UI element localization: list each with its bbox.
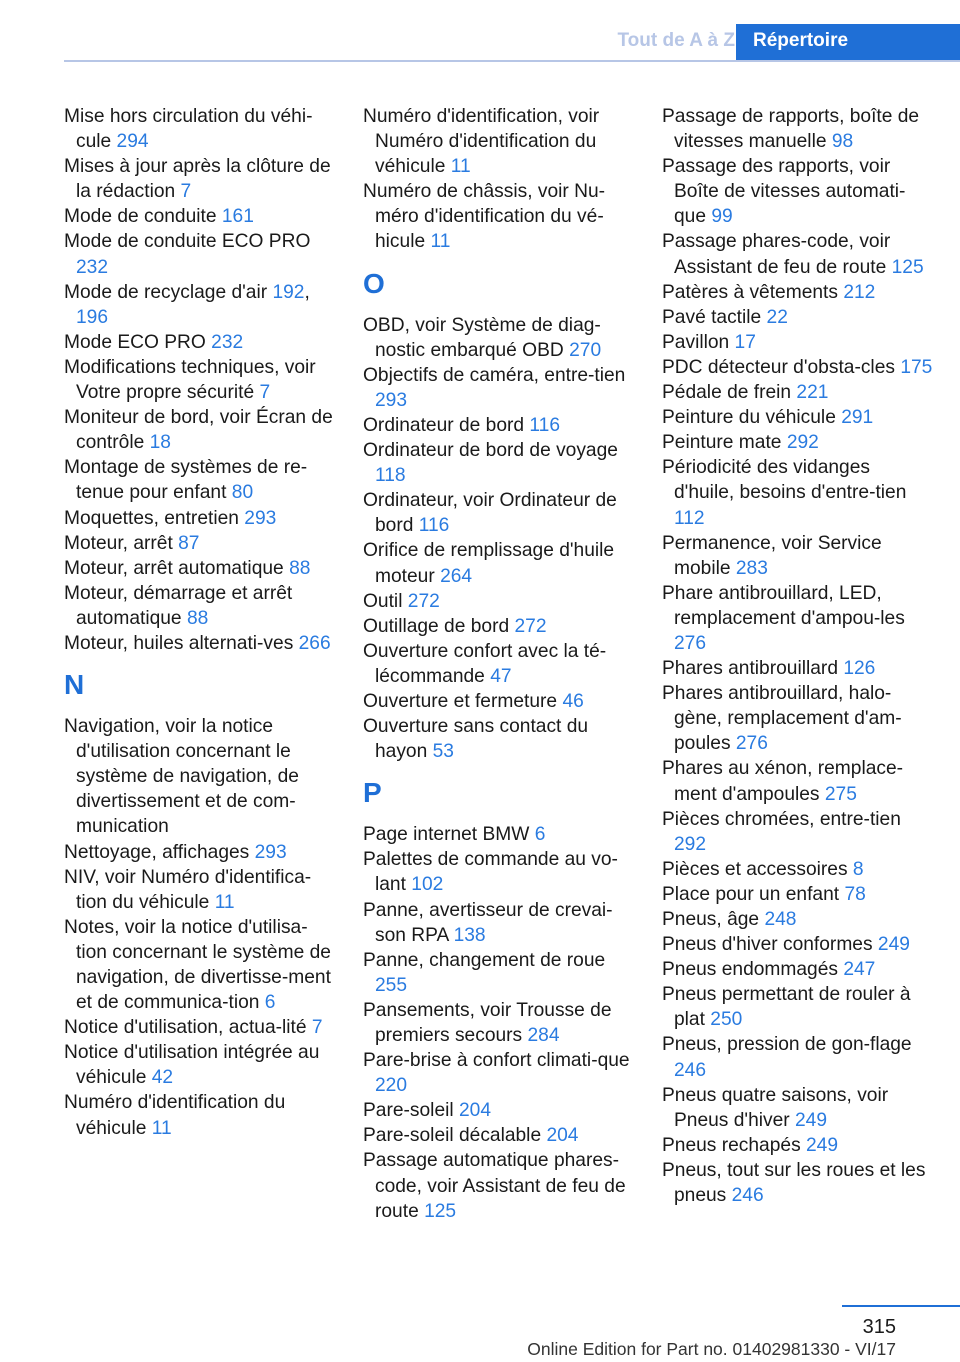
index-entry [363, 1098, 633, 1123]
page-reference-link[interactable]: 249 [806, 1134, 839, 1156]
entry-term: Place pour un enfant [662, 883, 840, 905]
index-entry [662, 305, 934, 330]
page-reference-link[interactable]: 125 [424, 1200, 457, 1222]
index-entry [662, 932, 934, 957]
index-entry [662, 280, 934, 305]
page-reference-link[interactable]: 102 [411, 874, 444, 896]
page-reference-link[interactable]: 87 [178, 532, 200, 554]
page-reference-link[interactable]: 118 [375, 465, 406, 487]
entry-term: Nettoyage, affichages [64, 841, 250, 863]
index-entry [662, 1032, 934, 1082]
index-entry [64, 104, 334, 154]
page-reference-link[interactable]: 293 [375, 389, 408, 411]
page-reference-link[interactable]: 221 [796, 382, 829, 404]
page-reference-link[interactable]: 212 [843, 281, 876, 303]
index-entry [662, 681, 934, 756]
entry-term: Ordinateur, voir Ordinateur de bord [363, 490, 617, 537]
entry-term: Page internet BMW [363, 824, 530, 846]
entry-term: Pièces chromées, entre-tien [662, 808, 901, 830]
page-reference-link[interactable]: 266 [298, 632, 331, 654]
index-entry [64, 355, 334, 405]
index-entry: Mode de recyclage d'air 192, 196 [64, 281, 310, 328]
entry-term: Mode ECO PRO [64, 331, 206, 353]
index-entry [662, 581, 934, 656]
page-reference-link[interactable]: 138 [453, 924, 486, 946]
page-reference-link[interactable]: 18 [149, 432, 171, 454]
index-entry [64, 506, 334, 531]
entry-term: Passage de rapports, boîte de vitesses manuelle [662, 106, 920, 153]
tab-index[interactable]: Répertoire [736, 24, 960, 62]
index-entry [662, 1158, 934, 1208]
index-entry [363, 714, 633, 764]
index-entry [64, 581, 334, 631]
entry-term: Phares au xénon, remplace-ment d'ampoules [662, 758, 904, 805]
entry-term: Modifications techniques, voir Votre propre sécurité [64, 356, 316, 404]
page-reference-link[interactable]: 292 [786, 432, 819, 454]
entry-term: Ordinateur de bord [363, 414, 525, 436]
entry-term: Passage phares-code, voir Assistant de feu de route [662, 231, 891, 278]
page-reference-link[interactable]: 248 [764, 909, 797, 930]
entry-term: Phare antibrouillard, LED, remplacement d'ampou-les [662, 582, 905, 629]
page-reference-link[interactable]: 112 [674, 507, 705, 529]
index-entry [363, 998, 633, 1048]
page-reference-link[interactable]: 249 [877, 934, 910, 956]
index-entry [64, 204, 334, 229]
entry-term: Moteur, arrêt [64, 532, 173, 554]
entry-term: Pare-soleil décalable [363, 1125, 542, 1147]
index-entry [64, 714, 334, 839]
entry-term: Numéro d'identification du véhicule [64, 1092, 286, 1139]
entry-term: Phares antibrouillard [662, 658, 838, 680]
entry-term: Passage des rapports, voir Boîte de vitesses automati-que [662, 156, 906, 228]
index-entry [64, 865, 334, 915]
page-reference-link[interactable]: 247 [843, 959, 876, 981]
index-entry [64, 915, 334, 1015]
entry-term: Pneus, pression de gon-flage [662, 1034, 912, 1056]
entry-term: Phares antibrouillard, halo-gène, remplacement d'am-poules [662, 683, 902, 755]
entry-term: Pneus rechapés [662, 1134, 801, 1156]
page-reference-link[interactable]: 7 [259, 382, 271, 404]
entry-term: Peinture mate [662, 432, 782, 454]
index-entry [662, 380, 934, 405]
entry-term: Mises à jour après la clôture de la rédaction [64, 156, 331, 203]
page-reference-link[interactable]: 292 [674, 833, 707, 855]
entry-term: Numéro d'identification, voir Numéro d'identification du véhicule [363, 106, 600, 178]
page-reference-link[interactable]: 99 [711, 206, 733, 228]
entry-term: Ouverture confort avec la té-lécommande [363, 640, 607, 687]
index-entry [662, 104, 934, 154]
entry-term: Pare-soleil [363, 1100, 454, 1122]
index-entry [662, 756, 934, 806]
section-letter: P [363, 777, 382, 809]
page-reference-link[interactable]: 283 [735, 557, 768, 579]
index-entry [363, 689, 633, 714]
entry-term: Pneus, tout sur les roues et les pneus [662, 1159, 926, 1207]
entry-term: Ordinateur de bord de voyage [363, 440, 618, 462]
entry-term: Pneus permettant de rouler à plat [662, 984, 911, 1031]
page-reference-link[interactable]: 250 [710, 1009, 743, 1031]
section-letter: O [363, 267, 385, 299]
index-entry [662, 1083, 934, 1133]
index-entry [662, 807, 934, 857]
index-entry [363, 363, 633, 413]
entry-term: Périodicité des vidanges d'huile, besoins d'entre-tien [662, 457, 907, 504]
page-reference-link[interactable]: 98 [831, 131, 854, 153]
index-entry [662, 455, 934, 530]
index-entry [64, 330, 334, 355]
index-entry [363, 104, 633, 179]
index-entry [64, 455, 334, 505]
index-entry [662, 229, 934, 279]
index-entry [662, 355, 934, 380]
page-reference-link[interactable]: 11 [430, 231, 451, 253]
index-entry [64, 631, 334, 656]
entry-term: OBD, voir Système de diag-nostic embarqué OBD [363, 314, 601, 361]
entry-term: Peinture du véhicule [662, 407, 836, 429]
index-entry [363, 822, 633, 847]
page-reference-link[interactable]: 126 [843, 658, 876, 680]
entry-term: Mode de conduite ECO PRO [64, 231, 311, 253]
index-entry [662, 1133, 934, 1158]
index-entry [662, 882, 934, 907]
tab-alphabetical[interactable]: Tout de A à Z [617, 30, 735, 51]
index-entry [363, 614, 633, 639]
footer-rule [842, 1305, 960, 1307]
entry-term: Moteur, arrêt automatique [64, 557, 284, 579]
entry-term: Pneus, âge [662, 909, 760, 930]
index-entry [363, 179, 633, 254]
index-entry [363, 1048, 633, 1098]
page-reference-link[interactable]: 293 [254, 841, 287, 863]
entry-term: Pièces et accessoires [662, 858, 848, 880]
index-entry [363, 948, 633, 998]
entry-term: Panne, changement de roue [363, 949, 606, 971]
page-reference-link[interactable]: 284 [527, 1025, 560, 1046]
index-entry [363, 438, 633, 488]
page-reference-link[interactable]: 246 [731, 1185, 764, 1207]
page-reference-link[interactable]: 46 [562, 690, 584, 712]
page-reference-link[interactable]: 272 [514, 615, 547, 637]
page-reference-link[interactable]: 232 [76, 256, 109, 278]
entry-term: Moniteur de bord, voir Écran de contrôle [64, 407, 333, 454]
entry-term: Permanence, voir Service mobile [662, 532, 882, 579]
entry-term: Pneus endommagés [662, 959, 838, 981]
index-column-2 [363, 104, 633, 1224]
page-reference-link[interactable]: 125 [891, 256, 924, 278]
index-entry [662, 154, 934, 229]
page-reference-link[interactable]: 232 [211, 331, 244, 353]
entry-term: Pneus d'hiver conformes [662, 934, 873, 956]
page-reference-link[interactable]: 88 [186, 607, 209, 629]
page-reference-link[interactable]: 42 [151, 1067, 174, 1089]
entry-term: Mode de recyclage d'air [64, 281, 268, 303]
index-entry [64, 1015, 334, 1040]
entry-term: Notice d'utilisation, actua-lité [64, 1017, 307, 1039]
page-reference-link[interactable]: 276 [735, 733, 768, 755]
index-entry [64, 154, 334, 204]
page-reference-link[interactable]: 192 [272, 281, 305, 303]
page-reference-link[interactable]: 47 [490, 665, 512, 687]
entry-term: Mise hors circulation du véhi-cule [64, 106, 313, 153]
index-entry [363, 1123, 633, 1148]
index-entry [662, 857, 934, 882]
entry-term: Passage automatique phares-code, voir Assistant de feu de route [363, 1150, 626, 1222]
index-entry [363, 413, 633, 438]
index-entry [64, 840, 334, 865]
page-number: 315 [862, 1316, 896, 1338]
page-reference-link[interactable]: 246 [674, 1059, 707, 1081]
page-reference-link[interactable]: 22 [766, 306, 788, 328]
index-entry [662, 907, 934, 932]
index-entry [662, 982, 934, 1032]
entry-term: Pédale de frein [662, 382, 792, 404]
index-column-1 [64, 104, 334, 1141]
page-reference-link[interactable]: 53 [432, 741, 454, 763]
index-entry [64, 229, 334, 279]
index-entry [363, 1148, 633, 1223]
entry-term: Moquettes, entretien [64, 507, 239, 529]
page-reference-link[interactable]: 6 [534, 824, 546, 846]
page-reference-link[interactable]: 276 [674, 632, 707, 654]
index-entry [363, 639, 633, 689]
entry-term: Pavé tactile [662, 306, 762, 328]
page-reference-link[interactable]: 11 [214, 891, 235, 913]
page-reference-link[interactable]: 7 [311, 1017, 323, 1039]
entry-term: Palettes de commande au vo-lant [363, 849, 618, 896]
header-rule [64, 60, 960, 62]
index-entry [64, 1040, 334, 1090]
page-reference-link[interactable]: 264 [440, 565, 473, 587]
index-entry [363, 589, 633, 614]
page-reference-link[interactable]: 220 [375, 1075, 408, 1097]
entry-term: Outil [363, 590, 403, 612]
index-entry [662, 405, 934, 430]
entry-term: Outillage de bord [363, 615, 510, 637]
page-reference-link[interactable]: 175 [900, 356, 933, 378]
entry-term: Navigation, voir la notice d'utilisation concernant le système de navigation, de divertissement et de com-munication [64, 716, 299, 838]
page-reference-link[interactable]: 116 [418, 515, 450, 537]
index-entry [363, 488, 633, 538]
entry-term: Moteur, huiles alternati-ves [64, 632, 294, 654]
page-reference-link[interactable]: 8 [852, 858, 864, 880]
entry-term: Ouverture sans contact du hayon [363, 716, 589, 763]
entry-term: PDC détecteur d'obsta-cles [662, 356, 895, 378]
page-reference-link[interactable]: 293 [244, 507, 277, 529]
page-reference-link[interactable]: 291 [841, 407, 874, 429]
index-entry [64, 405, 334, 455]
entry-term: Numéro de châssis, voir Nu-méro d'identification du vé-hicule [363, 181, 606, 253]
entry-term: Montage de systèmes de re-tenue pour enfant [64, 457, 308, 504]
index-entry [363, 538, 633, 588]
page-reference-link[interactable]: 116 [529, 414, 560, 436]
index-entry [662, 531, 934, 581]
index-entry [64, 531, 334, 556]
page-reference-link[interactable]: 255 [375, 974, 408, 996]
index-column-3 [662, 104, 934, 1208]
index-entry [64, 556, 334, 581]
index-entry [363, 898, 633, 948]
page-reference-link[interactable]: 204 [459, 1100, 492, 1122]
entry-term: Pansements, voir Trousse de premiers secours [363, 999, 612, 1046]
page-reference-link[interactable]: 161 [221, 206, 254, 228]
entry-term: Patères à vêtements [662, 281, 838, 303]
entry-term: Objectifs de caméra, entre-tien [363, 364, 626, 386]
index-entry [363, 313, 633, 363]
entry-term: NIV, voir Numéro d'identifica-tion du véhicule [64, 866, 312, 913]
index-entry [662, 957, 934, 982]
entry-term: Panne, avertisseur de crevai-son RPA [363, 899, 613, 946]
entry-term: Ouverture et fermeture [363, 690, 558, 712]
entry-term: Pare-brise à confort climati-que [363, 1050, 630, 1072]
index-entry [662, 430, 934, 455]
page-reference-link[interactable]: 80 [231, 482, 254, 504]
page-reference-link[interactable]: 196 [76, 306, 109, 328]
page-reference-link[interactable]: 11 [450, 156, 471, 178]
entry-term: Orifice de remplissage d'huile moteur [363, 540, 615, 587]
page-reference-link[interactable]: 294 [116, 131, 149, 153]
entry-term: Pavillon [662, 331, 730, 353]
entry-term: Moteur, démarrage et arrêt automatique [64, 582, 293, 629]
index-entry [64, 1090, 334, 1140]
page-reference-link[interactable]: 275 [824, 783, 857, 805]
index-entry [363, 847, 633, 897]
entry-term: Notes, voir la notice d'utilisa-tion concernant le système de navigation, de divertisse-ment et de communica-tion [64, 916, 331, 1014]
page-reference-link[interactable]: 249 [795, 1109, 828, 1131]
page-reference-link[interactable]: 17 [734, 331, 756, 353]
page-reference-link[interactable]: 88 [289, 557, 311, 579]
entry-term: Pneus quatre saisons, voir Pneus d'hiver [662, 1084, 889, 1131]
page-header [64, 24, 960, 62]
entry-term: Mode de conduite [64, 206, 217, 228]
page-reference-link[interactable]: 78 [844, 883, 866, 905]
page-reference-link[interactable]: 204 [546, 1125, 579, 1147]
page-reference-link[interactable]: 6 [264, 992, 276, 1014]
index-entry [662, 656, 934, 681]
page-reference-link[interactable]: 272 [407, 590, 440, 612]
edition-footer: Online Edition for Part no. 01402981330 - VI/17 [527, 1339, 896, 1359]
entry-term: Notice d'utilisation intégrée au véhicule [64, 1042, 320, 1089]
page-reference-link[interactable]: 270 [569, 339, 602, 361]
section-letter: N [64, 669, 85, 701]
page-reference-link[interactable]: 7 [180, 181, 192, 203]
index-entry [662, 330, 934, 355]
page-reference-link[interactable]: 11 [151, 1117, 172, 1139]
